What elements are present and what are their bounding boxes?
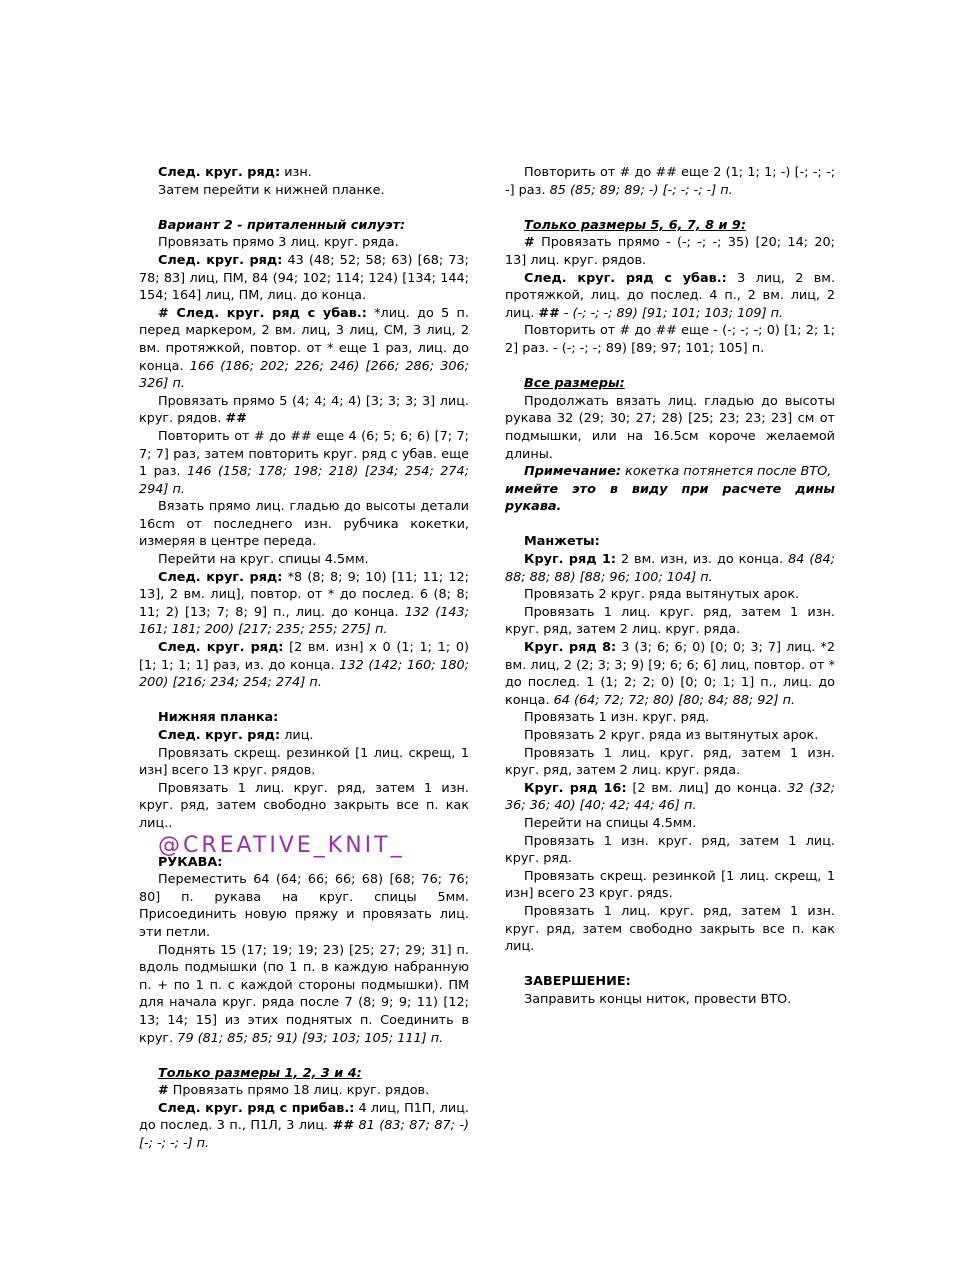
paragraph: След. круг. ряд с убав.: 3 лиц, 2 вм. протяжкой, лиц. до послед. 4 п., 2 вм. лиц, 2 лиц. ## - (-; -; -; 89) [91; 101; 103; 109] п. bbox=[505, 270, 836, 321]
sizes-5-9-title: Только размеры 5, 6, 7, 8 и 9: bbox=[524, 217, 746, 233]
paragraph: Переместить 64 (64; 66; 66; 68) [68; 76; 76; 80] п. рукава на круг. спицы 5мм. Присоединить новую пряжу и провязать лиц. эти петли. bbox=[139, 872, 469, 940]
paragraph: Перейти на спицы 4.5мм. bbox=[524, 815, 697, 831]
paragraph: Круг. ряд 1: 2 вм. изн, из. до конца. 84 (84; 88; 88; 88) [88; 96; 100; 104] п. bbox=[505, 552, 835, 585]
paragraph: Повторить от # до ## еще - (-; -; -; 0) [1; 2; 1; 2] раз. - (-; -; -; 89) [89; 97; 101; 105] п. bbox=[505, 323, 835, 356]
paragraph: След. круг. ряд: изн. bbox=[158, 165, 312, 180]
paragraph: Повторить от # до ## еще 2 (1; 1; 1; -) [-; -; -; -] раз. 85 (85; 89; 89; -) [-; -; -; -] п. bbox=[505, 165, 835, 198]
paragraph: Провязать прямо 5 (4; 4; 4; 4) [3; 3; 3; 3] лиц. круг. рядов. ## bbox=[139, 393, 469, 427]
paragraph: Перейти на круг. спицы 4.5мм. bbox=[158, 552, 369, 568]
paragraph: Провязать скрещ. резинкой [1 лиц. скрещ, 1 изн] всего 13 круг. рядов. bbox=[139, 745, 469, 779]
paragraph: # Провязать прямо - (-; -; -; 35) [20; 14; 20; 13] лиц. круг. рядов. bbox=[505, 235, 835, 268]
cuffs-title: Манжеты: bbox=[524, 534, 600, 550]
paragraph: Провязать 1 изн. круг. ряд, затем 1 лиц. круг. ряд. bbox=[505, 833, 835, 867]
paragraph: Провязать 2 круг. ряда вытянутых арок. bbox=[524, 587, 800, 603]
paragraph: Заправить концы ниток, провести ВТО. bbox=[524, 991, 792, 1007]
paragraph: Вязать прямо лиц. гладью до высоты детали 16cm от последнего изн. рубчика кокетки, измеряя в центре переда. bbox=[139, 499, 469, 550]
sizes-1-4-title: Только размеры 1, 2, 3 и 4: bbox=[158, 1065, 362, 1081]
paragraph: Затем перейти к нижней планке. bbox=[158, 182, 385, 198]
paragraph: Провязать скрещ. резинкой [1 лиц. скрещ, 1 изн] всего 23 круг. рядs. bbox=[505, 868, 835, 902]
paragraph: # След. круг. ряд с убав.: *лиц. до 5 п. перед маркером, 2 вм. лиц, 3 лиц, СМ, 3 лиц, 2 вм. протяжкой, повтор. от * еще 1 раз, лиц. до конца. 166 (186; 202; 226; 246) [266; 286; 306; 326] п. bbox=[139, 305, 469, 392]
paragraph: Продолжать вязать лиц. гладью до высоты рукава 32 (29; 30; 27; 28) [25; 23; 23; 23] см от подмышки, или на 16.5см короче желаемой длины. bbox=[505, 393, 835, 462]
paragraph: Повторить от # до ## еще 4 (6; 5; 6; 6) [7; 7; 7; 7] раз, затем повторить круг. ряд с убав. еще 1 раз. 146 (158; 178; 198; 218) [234; 254; 274; 294] п. bbox=[139, 428, 469, 497]
paragraph: След. круг. ряд с прибав.: 4 лиц, П1П, лиц. до послед. 3 п., П1Л, 3 лиц. ## 81 (83; 87; 87; -) [-; -; -; -] п. bbox=[139, 1100, 469, 1152]
paragraph: След. круг. ряд: лиц. bbox=[158, 728, 314, 743]
watermark: @CREATIVE_KNIT_ bbox=[158, 832, 405, 858]
finishing-title: ЗАВЕРШЕНИЕ: bbox=[524, 974, 631, 990]
paragraph: Провязать 1 лиц. круг. ряд, затем 1 изн. круг. ряд, затем свободно закрыть все п. как лиц.. bbox=[139, 780, 469, 831]
right-column bbox=[505, 164, 835, 1009]
paragraph: След. круг. ряд: 43 (48; 52; 58; 63) [68; 73; 78; 83] лиц, ПМ, 84 (94; 102; 114; 124) [134; 144; 154; 164] лиц, ПМ, лиц. до конца. bbox=[139, 252, 469, 304]
paragraph: Круг. ряд 8: 3 (3; 6; 6; 0) [0; 0; 3; 7] лиц. *2 вм. лиц, 2 (2; 3; 3; 9) [9; 6; 6; 6] лиц, повтор. от * до послед. 1 (1; 2; 2; 0) [0; 0; 1; 1] п., лиц. до конца. 64 (64; 72; 72; 80) [80; 84; 88; 92] п. bbox=[505, 640, 835, 708]
paragraph: # Провязать прямо 18 лиц. круг. рядов. bbox=[158, 1083, 430, 1099]
note-continued: имейте это в виду при расчете дины рукава. bbox=[505, 481, 835, 515]
lower-band-title: Нижняя планка: bbox=[158, 710, 279, 726]
paragraph: Круг. ряд 16: [2 вм. лиц] до конца. 32 (32; 36; 36; 40) [40; 42; 44; 46] п. bbox=[505, 780, 835, 814]
paragraph: Провязать прямо 3 лиц. круг. ряда. bbox=[158, 235, 399, 251]
paragraph: След. круг. ряд: [2 вм. изн] х 0 (1; 1; 1; 0) [1; 1; 1; 1] раз, из. до конца. 132 (142; 160; 180; 200) [216; 234; 254; 274] п. bbox=[139, 640, 469, 691]
paragraph: Провязать 2 круг. ряда из вытянутых арок. bbox=[524, 728, 819, 743]
paragraph: Поднять 15 (17; 19; 19; 23) [25; 27; 29; 31] п. вдоль подмышки (по 1 п. в каждую набранную п. + по 1 п. с каждой стороны подмышки). ПМ для начала круг. ряда после 7 (8; 9; 9; 11) [12; 13; 14; 15] из этих поднятых п. Соединить в круг. 79 (81; 85; 85; 91) [93; 103; 105; 111] п. bbox=[139, 942, 469, 1046]
note: Примечание: кокетка потянется после ВТО, bbox=[524, 464, 832, 480]
paragraph: След. круг. ряд: *8 (8; 8; 9; 10) [11; 11; 12; 13], 2 вм. лиц], повтор. от * до послед. 6 (8; 8; 11; 2) [13; 7; 8; 9] п., лиц. до конца. 132 (143; 161; 181; 200) [217; 235; 255; 275] п. bbox=[139, 569, 469, 638]
paragraph: Провязать 1 лиц. круг. ряд, затем 1 изн. круг. ряд, затем 2 лиц. круг. ряда. bbox=[505, 745, 835, 779]
paragraph: Провязать 1 лиц. круг. ряд, затем 1 изн. круг. ряд, затем 2 лиц. круг. ряда. bbox=[505, 604, 835, 638]
variant-2-title: Вариант 2 - приталенный силуэт: bbox=[158, 217, 406, 233]
left-column bbox=[139, 164, 469, 1153]
all-sizes-title: Все размеры: bbox=[524, 376, 625, 392]
sleeves-title: РУКАВА: bbox=[158, 854, 223, 870]
paragraph: Провязать 1 лиц. круг. ряд, затем 1 изн. круг. ряд, затем свободно закрыть все п. как лиц. bbox=[505, 903, 835, 955]
paragraph: Провязать 1 изн. круг. ряд. bbox=[524, 710, 710, 726]
